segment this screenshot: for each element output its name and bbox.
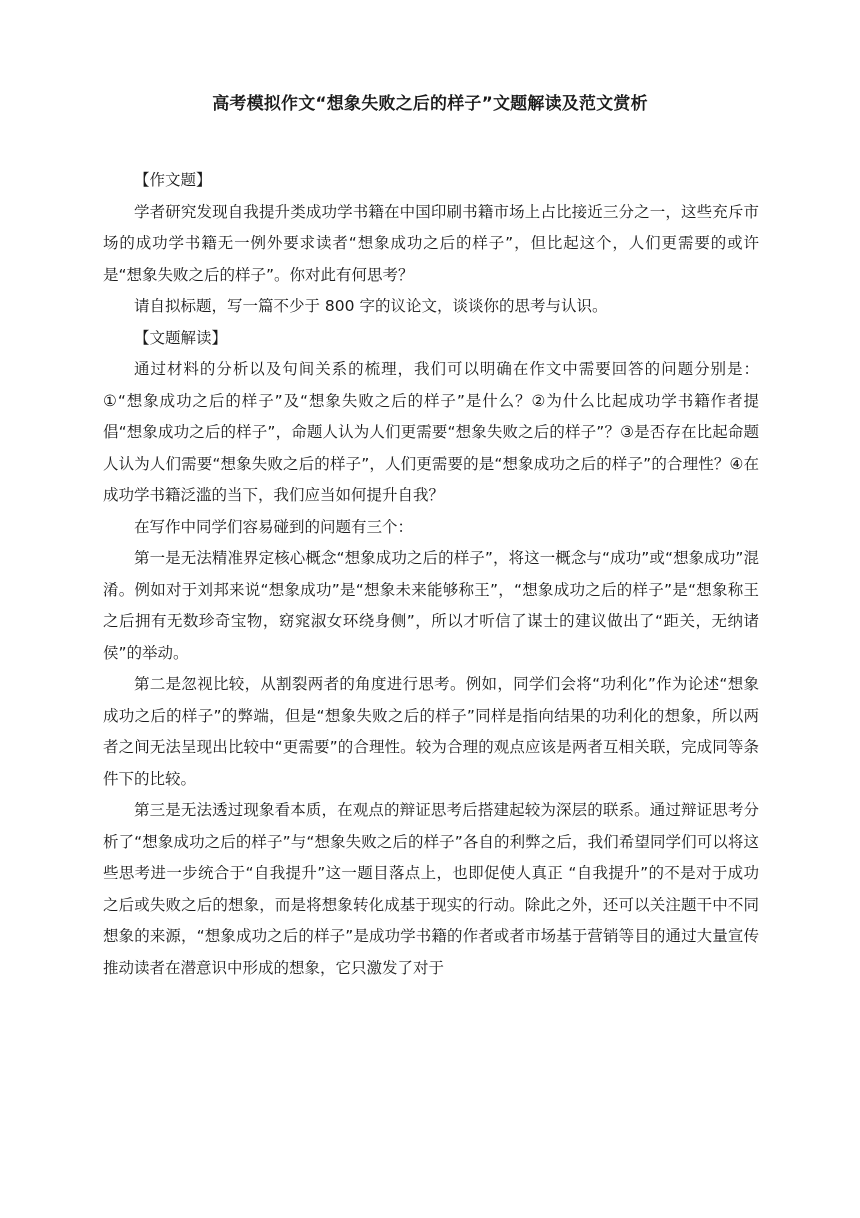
problem-three-paragraph: 第三是无法透过现象看本质，在观点的辩证思考后搭建起较为深层的联系。通过辩证思考分析了“想象成功之后的样子”与“想象失败之后的样子”各自的利弊之后，我们希望同学们可以将这些思考进一步统合于“自我提升”这一题目落点上，也即促使人真正 “自我提升”的不是对于成功之后或失败之后的想象，而是将想象转化成基于现实的行动。除此之外，还可以关注题干中不同想象的来源，“想象成功之后的样子”是成功学书籍的作者或者市场基于营销等目的通过大量宣传推动读者在潜意识中形成的想象，它只激发了对于 (103, 801, 759, 977)
analysis-paragraph: 通过材料的分析以及句间关系的梳理，我们可以明确在作文中需要回答的问题分别是：①“想象成功之后的样子”及“想象失败之后的样子”是什么？②为什么比起成功学书籍作者提倡“想象成功之后的样子”，命题人认为人们更需要“想象失败之后的样子”？③是否存在比起命题人认为人们需要“想象失败之后的样子”，人们更需要的是“想象成功之后的样子”的合理性？④在成功学书籍泛滥的当下，我们应当如何提升自我？ (103, 360, 759, 504)
document-body (103, 165, 759, 984)
problems-intro-paragraph: 在写作中同学们容易碰到的问题有三个： (134, 517, 414, 536)
problem-two-paragraph: 第二是忽视比较，从割裂两者的角度进行思考。例如，同学们会将“功利化”作为论述“想象成功之后的样子”的弊端，但是“想象失败之后的样子”同样是指向结果的功利化的想象，所以两者之间无法呈现出比较中“更需要”的合理性。较为合理的观点应该是两者互相关联，完成同等条件下的比较。 (103, 675, 759, 788)
prompt-paragraph: 学者研究发现自我提升类成功学书籍在中国印刷书籍市场上占比接近三分之一，这些充斥市场的成功学书籍无一例外要求读者“想象成功之后的样子”，但比起这个，人们更需要的或许是“想象失败之后的样子”。你对此有何思考？ (103, 202, 759, 284)
problem-one-paragraph: 第一是无法精准界定核心概念“想象成功之后的样子”，将这一概念与“成功”或“想象成功”混淆。例如对于刘邦来说“想象成功”是“想象未来能够称王”，“想象成功之后的样子”是“想象称王之后拥有无数珍奇宝物，窈窕淑女环绕身侧”，所以才听信了谋士的建议做出了“距关，无纳诸侯”的举动。 (103, 549, 759, 662)
document-title: 高考模拟作文“想象失败之后的样子”文题解读及范文赏析 (212, 94, 648, 114)
section-heading-analysis: 【文题解读】 (134, 328, 228, 347)
section-heading-prompt: 【作文题】 (134, 171, 212, 189)
instruction-paragraph: 请自拟标题，写一篇不少于 800 字的议论文，谈谈你的思考与认识。 (134, 297, 608, 315)
